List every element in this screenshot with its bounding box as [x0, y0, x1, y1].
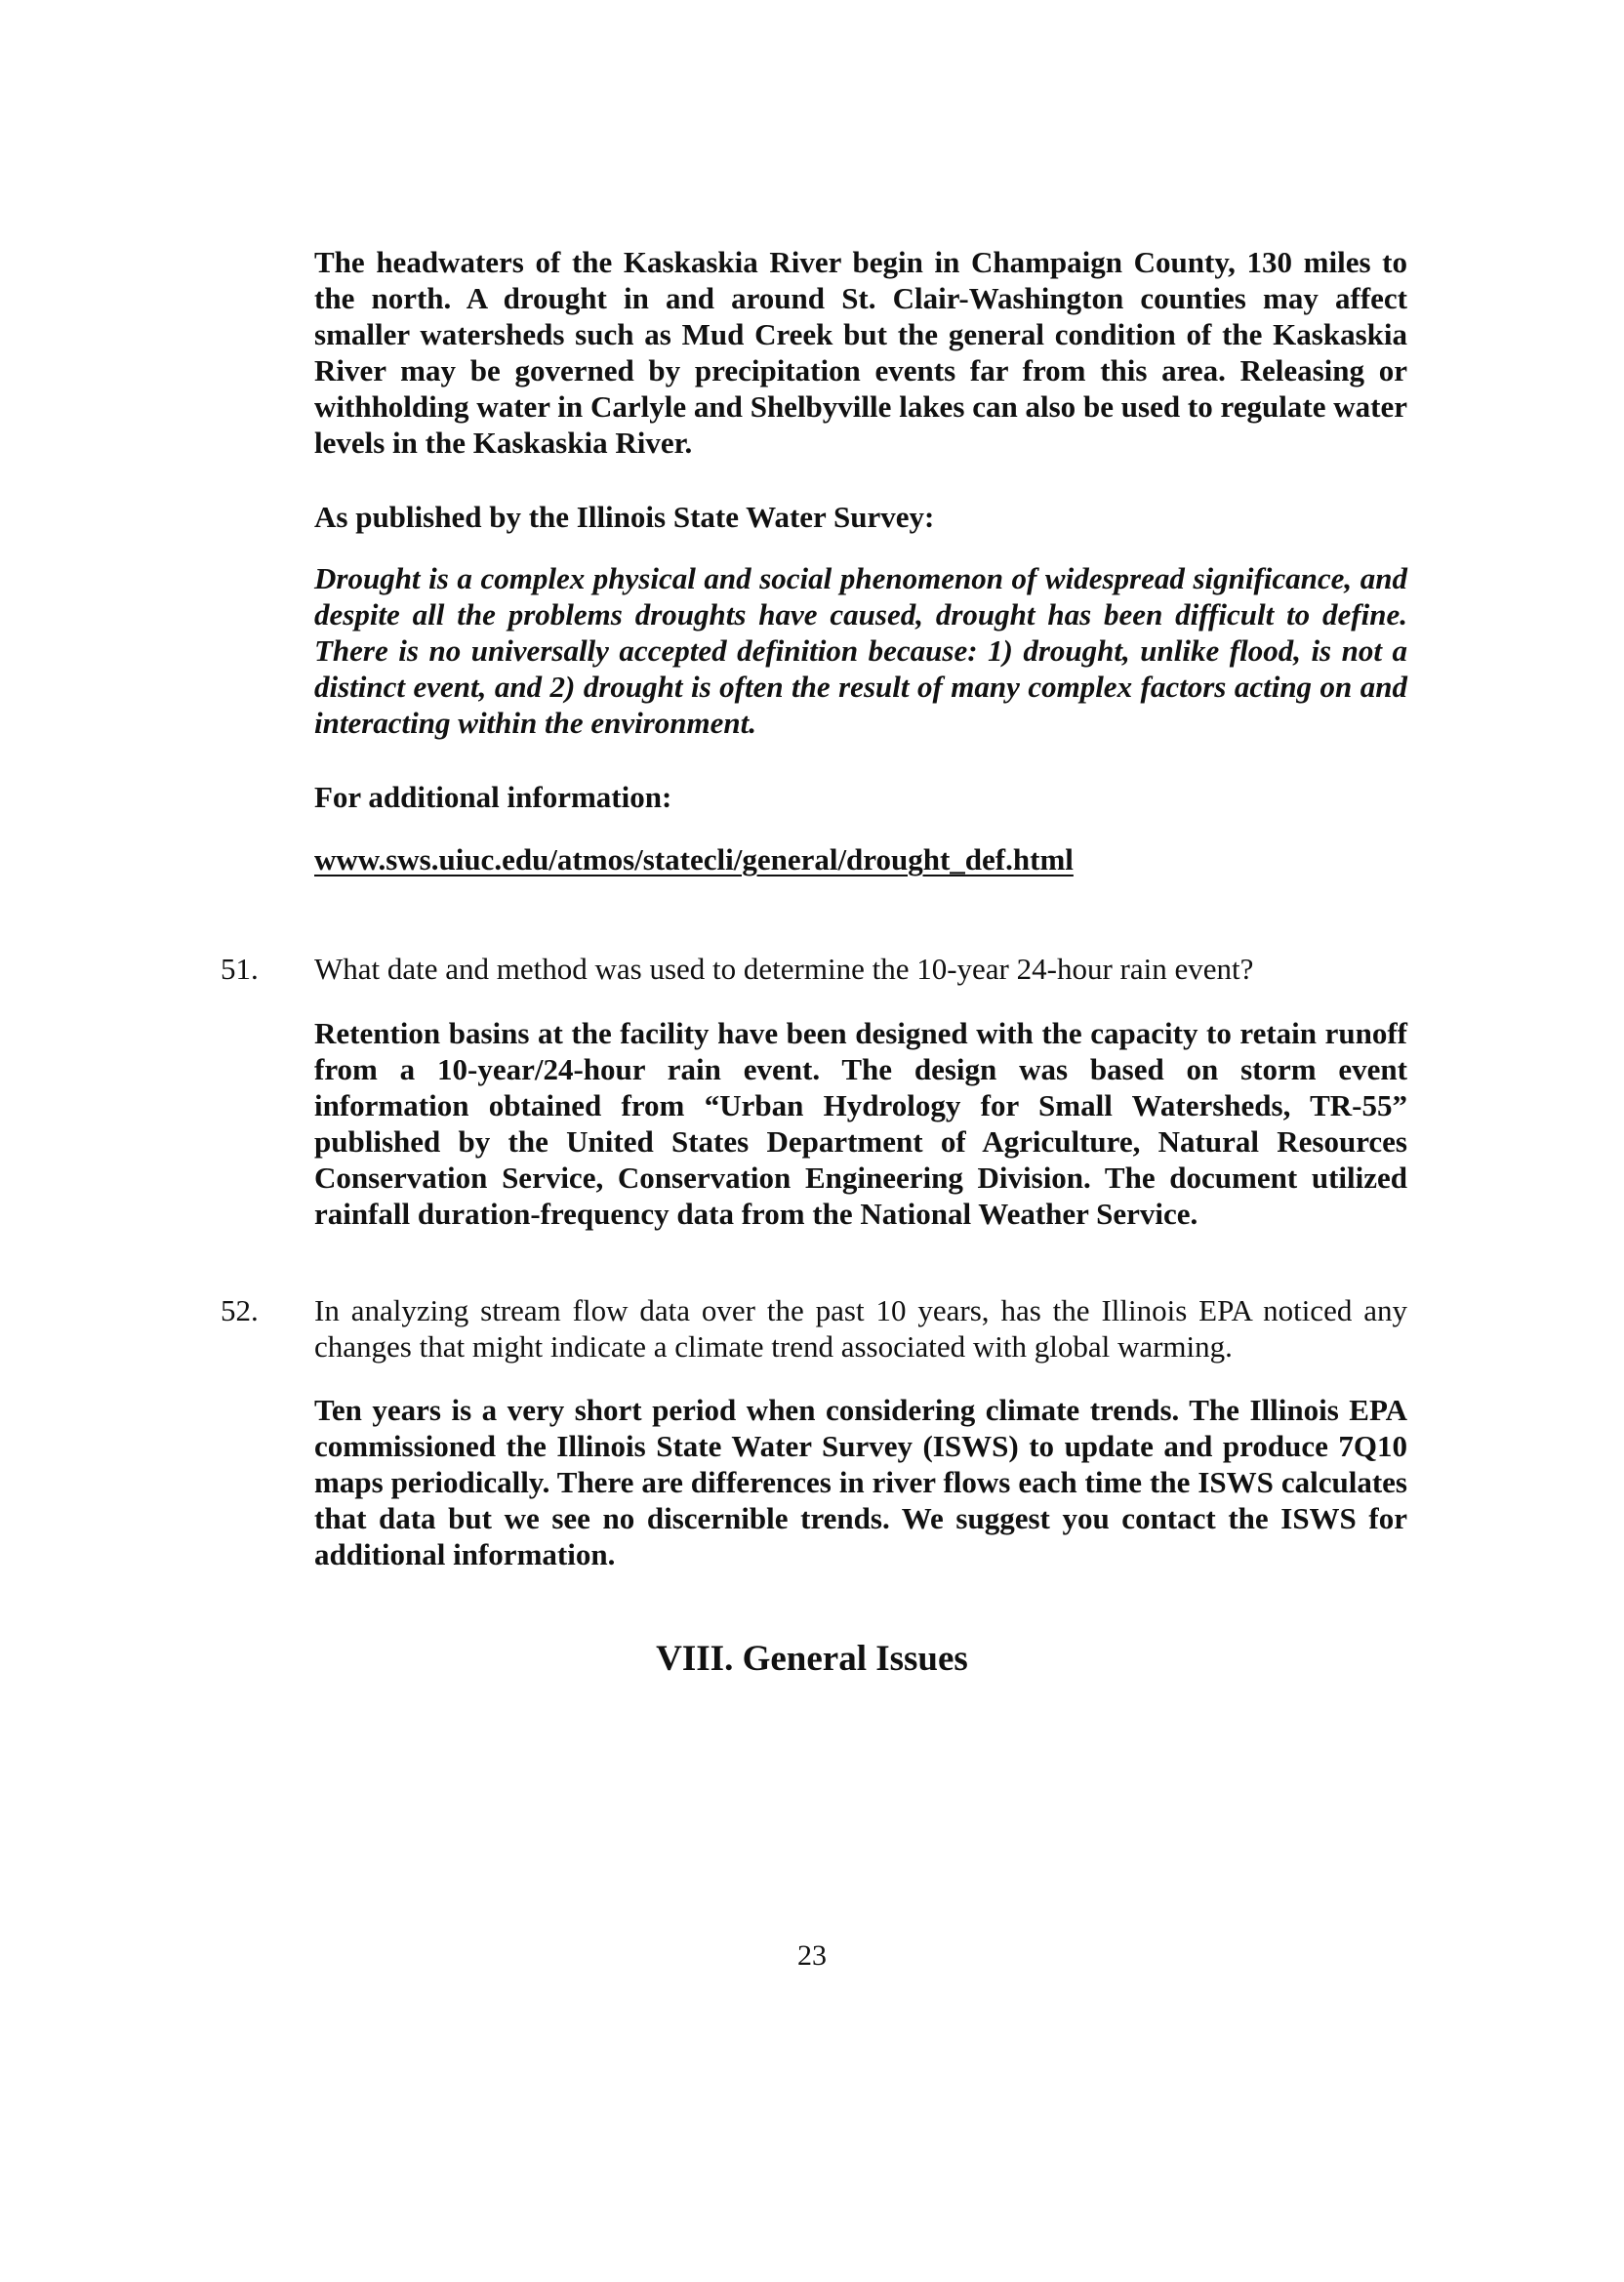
headwaters-paragraph: The headwaters of the Kaskaskia River begin in Champaign County, 130 miles to the north. A drought in and around St. Clair-Washington counties may affect smaller watersheds such as Mud Creek but the general condition of the Kaskaskia River may be governed by precipitation events far from this area. Releasing or withholding water in Carlyle and Shelbyville lakes can also be used to regulate water levels in the Kaskaskia River. — [314, 245, 1407, 460]
question-52-text: In analyzing stream flow data over the past 10 years, has the Illinois EPA noticed any changes that might indicate a climate trend associated with global warming. — [314, 1293, 1407, 1364]
section-heading: VIII. General Issues — [656, 1639, 968, 1679]
question-52-number: 52. — [221, 1293, 259, 1327]
page-number: 23 — [797, 1939, 827, 1972]
question-51-text: What date and method was used to determine the 10-year 24-hour rain event? — [314, 952, 1254, 986]
additional-info-label: For additional information: — [314, 780, 672, 814]
question-51-number: 51. — [221, 952, 259, 986]
question-51-answer: Retention basins at the facility have been designed with the capacity to retain runoff from a 10-year/24-hour rain event. The design was based on storm event information obtained from “Urban Hydrology for Small Watersheds, TR-55” published by the United States Department of Agriculture, Natural Resources Conservation Service, Conservation Engineering Division. The document utilized rainfall duration-frequency data from the National Weather Service. — [314, 1016, 1407, 1231]
question-52-answer: Ten years is a very short period when considering climate trends. The Illinois EPA commissioned the Illinois State Water Survey (ISWS) to update and produce 7Q10 maps periodically. There are differences in river flows each time the ISWS calculates that data but we see no discernible trends. We suggest you contact the ISWS for additional information. — [314, 1393, 1407, 1571]
drought-definition-link-line — [314, 841, 1407, 877]
drought-definition-link[interactable]: www.sws.uiuc.edu/atmos/statecli/general/drought_def.html — [314, 842, 1074, 876]
published-by-line: As published by the Illinois State Water Survey: — [314, 500, 935, 534]
drought-definition-quote: Drought is a complex physical and social phenomenon of widespread significance, and despite all the problems droughts have caused, drought has been difficult to define. There is no universally accepted definition because: 1) drought, unlike flood, is not a distinct event, and 2) drought is often the result of many complex factors acting on and interacting within the environment. — [314, 561, 1407, 740]
